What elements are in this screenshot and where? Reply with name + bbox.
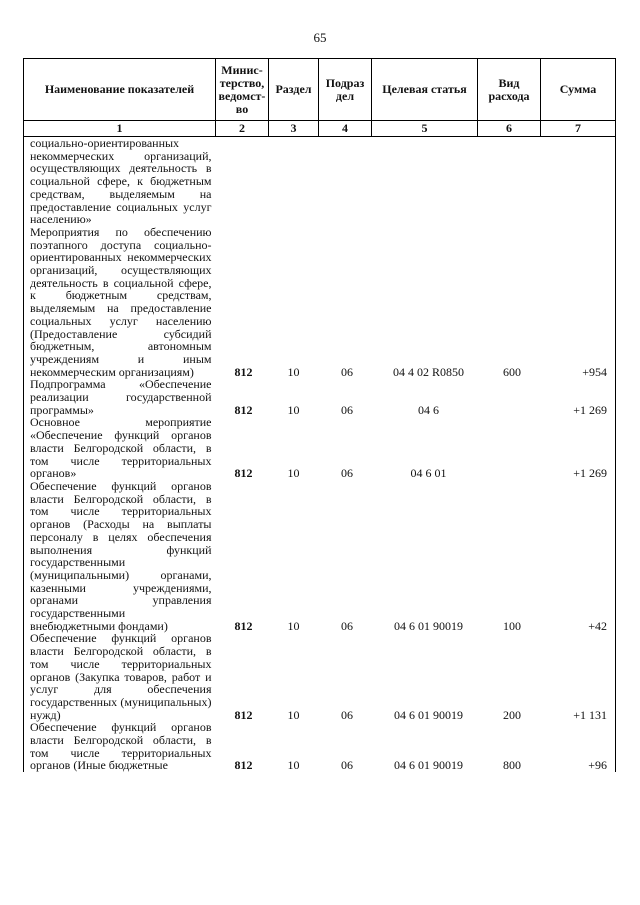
row-section: 10 — [287, 618, 300, 633]
row-section: 10 — [287, 758, 300, 773]
column-number: 6 — [478, 121, 541, 137]
table-row — [24, 378, 616, 416]
header-ministry: Минис-терство, ведомст-во — [216, 59, 269, 121]
row-ministry: 812 — [234, 618, 253, 633]
row-name: Обеспечение функций органов власти Белгородской области, в том числе территориальных органов (Иные бюджетные — [24, 721, 216, 772]
row-ministry: 812 — [234, 707, 253, 722]
row-target: 04 6 — [418, 402, 439, 417]
row-target: 04 6 01 90019 — [394, 707, 463, 722]
page-number: 65 — [313, 30, 327, 45]
header-amount: Сумма — [541, 59, 616, 121]
row-amount: +1 269 — [541, 378, 616, 416]
row-subsection: 06 — [341, 364, 353, 379]
row-name: Обеспечение функций органов власти Белгородской области, в том числе территориальных органов (Расходы на выплаты персоналу в целях обеспечения выполнения функций государственными (муниципальными) органами, казенными учреждениями, органами управления государственными внебюджетными фондами) — [24, 480, 216, 632]
row-kind: 100 — [503, 618, 521, 633]
row-name: социально-ориентированных некоммерческих организаций, осуществляющих деятельность в социальной сфере, к бюджетным средствам, выделяемым на предоставление социальных услуг населению» — [24, 137, 216, 226]
row-amount: +954 — [541, 226, 616, 378]
row-ministry: 812 — [234, 402, 253, 417]
row-ministry — [216, 137, 269, 226]
row-amount: +1 131 — [541, 632, 616, 721]
header-row — [24, 59, 616, 121]
row-section: 10 — [287, 466, 300, 481]
table-row — [24, 721, 616, 772]
header-section: Раздел — [269, 59, 319, 121]
row-subsection: 06 — [341, 758, 353, 773]
table-row — [24, 480, 616, 632]
row-ministry: 812 — [234, 758, 253, 773]
row-kind: 200 — [503, 707, 521, 722]
row-section: 10 — [287, 364, 300, 379]
row-target — [372, 137, 478, 226]
header-name: Наименование показателей — [24, 59, 216, 121]
table-row — [24, 137, 616, 226]
row-section: 10 — [287, 402, 300, 417]
row-amount: +42 — [541, 480, 616, 632]
row-name: Обеспечение функций органов власти Белгородской области, в том числе территориальных органов (Закупка товаров, работ и услуг для обеспечения государственных (муниципальных) нужд) — [24, 632, 216, 721]
row-amount — [541, 137, 616, 226]
column-number: 1 — [24, 121, 216, 137]
row-target: 04 4 02 R0850 — [392, 364, 464, 379]
column-number: 2 — [216, 121, 269, 137]
row-kind: 800 — [503, 758, 521, 773]
row-subsection — [319, 137, 372, 226]
column-number: 7 — [541, 121, 616, 137]
table-row — [24, 632, 616, 721]
column-number: 4 — [319, 121, 372, 137]
table-row — [24, 416, 616, 480]
row-ministry: 812 — [234, 466, 253, 481]
row-section: 10 — [287, 707, 300, 722]
row-amount: +96 — [541, 721, 616, 772]
header-subsection: Подраз дел — [319, 59, 372, 121]
row-subsection: 06 — [341, 402, 353, 417]
row-target: 04 6 01 — [410, 466, 447, 481]
row-amount: +1 269 — [541, 416, 616, 480]
row-subsection: 06 — [341, 466, 353, 481]
row-name: Основное мероприятие «Обеспечение функций органов власти Белгородской области, в том числе территориальных органов» — [24, 416, 216, 480]
row-kind — [478, 416, 541, 480]
table-row — [24, 226, 616, 378]
row-ministry: 812 — [234, 364, 253, 379]
row-kind — [478, 378, 541, 416]
budget-table — [23, 58, 616, 772]
column-number-row — [24, 121, 616, 137]
header-kind: Вид расхода — [478, 59, 541, 121]
row-kind: 600 — [503, 364, 521, 379]
row-target: 04 6 01 90019 — [394, 758, 463, 773]
row-target: 04 6 01 90019 — [394, 618, 463, 633]
row-subsection: 06 — [341, 618, 353, 633]
column-number: 5 — [372, 121, 478, 137]
header-target: Целевая статья — [372, 59, 478, 121]
row-subsection: 06 — [341, 707, 353, 722]
row-name: Мероприятия по обеспечению поэтапного доступа социально-ориентированных некоммерческих организаций, осуществляющих деятельность в социальной сфере, к бюджетным средствам, выделяемым на предоставление социальных услуг населению (Предоставление субсидий бюджетным, автономным учреждениям и иным некоммерческим организациям) — [24, 226, 216, 378]
row-kind — [478, 137, 541, 226]
column-number: 3 — [269, 121, 319, 137]
row-name: Подпрограмма «Обеспечение реализации государственной программы» — [24, 378, 216, 416]
row-section — [269, 137, 319, 226]
